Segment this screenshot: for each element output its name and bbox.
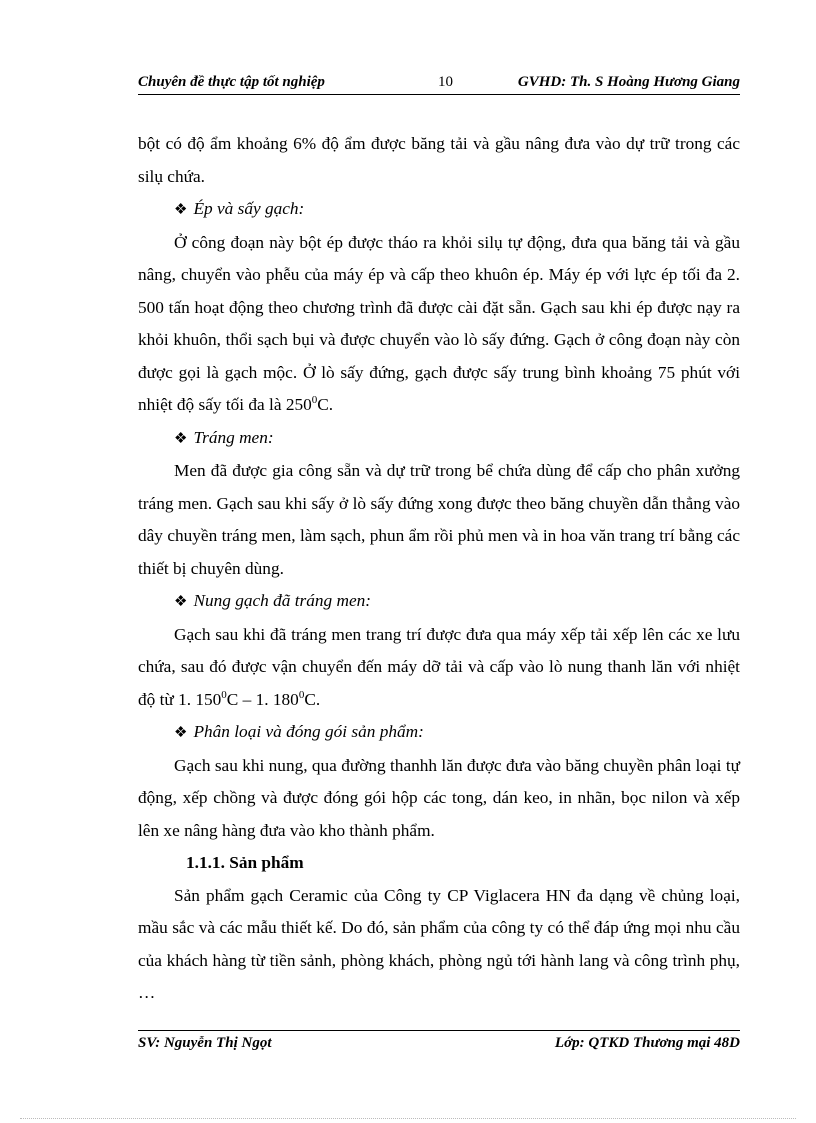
section-heading: 1.1.1. Sản phẩm	[186, 853, 304, 872]
diamond-bullet-icon: ❖	[174, 594, 188, 610]
diamond-bullet-icon: ❖	[174, 725, 188, 741]
page-header	[138, 70, 740, 95]
paragraph: Gạch sau khi nung, qua đường thanhh lăn được đưa vào băng chuyền phân loại tự động, xếp chồng và được đóng gói hộp các tong, dán keo, in nhãn, bọc nilon và xếp lên xe nâng hàng đưa vào kho thành phẩm.	[138, 755, 740, 840]
paragraph: bột có độ ẩm khoảng 6% độ ẩm được băng tải và gầu nâng đưa vào dự trữ trong các silụ chứa.	[138, 134, 740, 186]
page-footer	[138, 1030, 740, 1051]
bullet-label: Tráng men:	[193, 427, 274, 447]
header-advisor: GVHD: Th. S Hoàng Hương Giang	[517, 74, 740, 90]
bullet-label: Phân loại và đóng gói sản phẩm:	[193, 722, 424, 741]
bullet-label: Nung gạch đã tráng men:	[193, 591, 372, 610]
bullet-heading	[138, 422, 740, 456]
page-edge-divider	[20, 1118, 796, 1119]
diamond-bullet-icon: ❖	[174, 430, 188, 447]
bullet-heading	[138, 193, 740, 227]
paragraph: Gạch sau khi đã tráng men trang trí được đưa qua máy xếp tải xếp lên các xe lưu chứa, sau đó được vận chuyển đến máy dỡ tải và cấp vào lò nung thanh lăn với nhiệt độ từ 1. $150^0C - 1$. $180^0C$.	[138, 624, 740, 709]
paragraph: Ở công đoạn này bột ép được tháo ra khỏi silụ tự động, đưa qua băng tải và gầu nâng, chuyển vào phễu của máy ép và cấp theo khuôn ép. Máy ép với lực ép tối đa 2. 500 tấn hoạt động theo chương trình đã được cài đặt sẵn. Gạch sau khi ép được nạy ra khỏi khuôn, thổi sạch bụi và được chuyển vào lò sấy đứng. Gạch ở công đoạn này còn được gọi là gạch mộc. Ở lò sấy đứng, gạch được sấy trung bình khoảng 75 phút với nhiệt độ sấy tối đa là $250^0C$.	[138, 232, 740, 414]
footer-class: Lớp: QTKD Thương mại 48D	[554, 1035, 740, 1051]
document-body	[138, 128, 740, 1010]
bullet-heading	[138, 716, 740, 750]
bullet-label: Ép và sấy gạch:	[193, 199, 305, 218]
diamond-bullet-icon: ❖	[174, 202, 188, 218]
bullet-heading	[138, 585, 740, 619]
header-title: Chuyên đề thực tập tốt nghiệp	[138, 74, 325, 90]
paragraph: Men đã được gia công sẵn và dự trữ trong bể chứa dùng để cấp cho phân xưởng tráng men. Gạch sau khi sấy ở lò sấy đứng xong được theo băng chuyền dẫn thẳng vào dây chuyền tráng men, làm sạch, phun ẩm rồi phủ men và in hoa văn trang trí bằng các thiết bị chuyên dùng.	[138, 461, 740, 578]
footer-student: SV: Nguyễn Thị Ngọt	[138, 1035, 272, 1051]
page-number: 10	[438, 74, 453, 90]
paragraph: Sản phẩm gạch Ceramic của Công ty CP Viglacera HN đa dạng về chủng loại, mầu sắc và các mẫu thiết kế. Do đó, sản phẩm của công ty có thể đáp ứng mọi nhu cầu của khách hàng từ tiền sảnh, phòng khách, phòng ngủ tới hành lang và công trình phụ, …	[138, 885, 740, 1002]
